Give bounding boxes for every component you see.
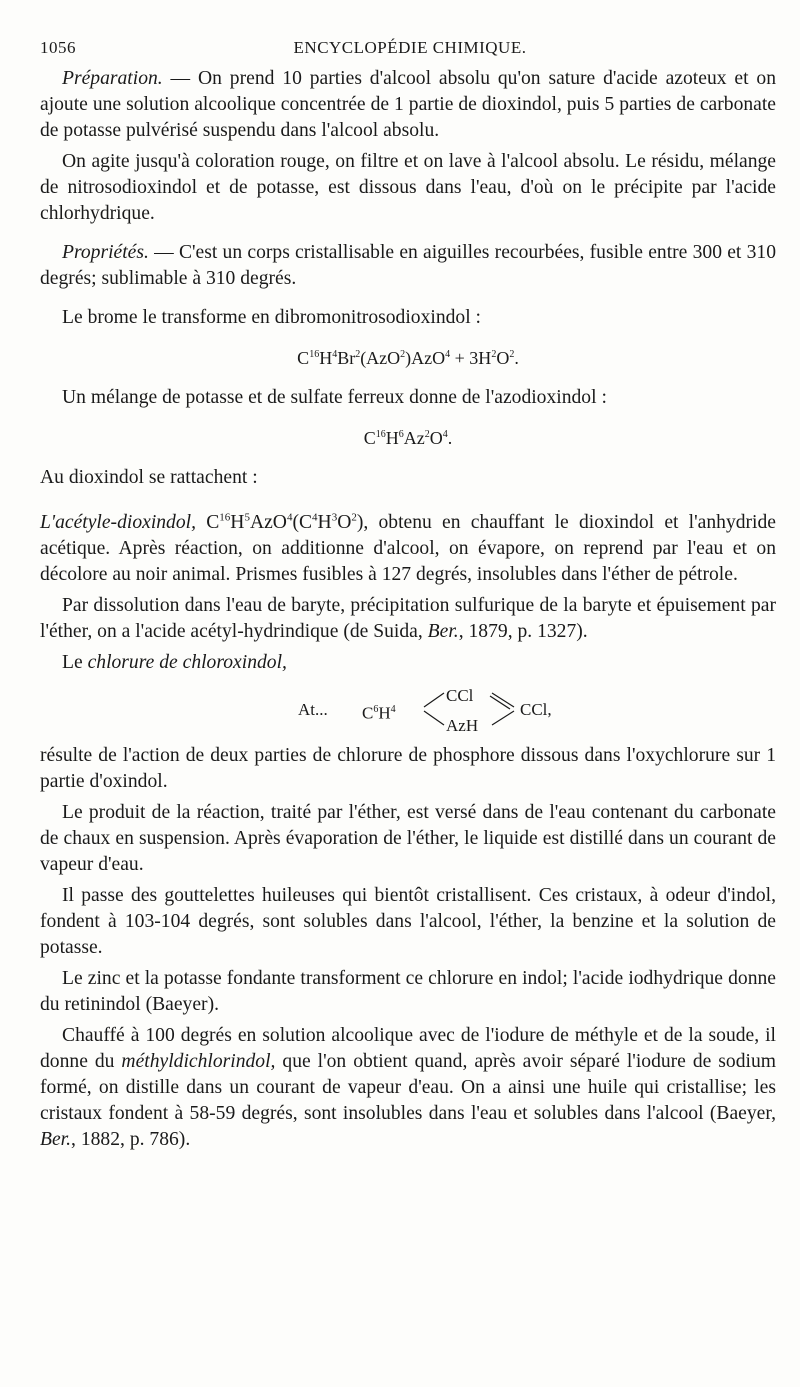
proprietes-text: — C'est un corps cristallisable en aiguilles recourbées, fusible entre 300 et 310 degrés; sublimable à 310 degrés. <box>40 242 776 289</box>
paragraph-acetyle: L'acétyle-dioxindol, $C^{16}H^5AzO^4(C^4H^3O^2)$, obtenu en chauffant le dioxindol et l'anhydride acétique. Après réaction, on additionne d'alcool, on évapore, on reprend par l'eau et on décolore au noir animal. Prismes fusibles à 127 degrés, insolubles dans l'éther de pétrole. <box>40 511 776 585</box>
paragraph-produit: Le produit de la réaction, traité par l'éther, est versé dans de l'eau contenant du carbonate de chaux en suspension. Après évaporation de l'éther, le liquide est distillé dans un courant de vapeur d'eau. <box>40 802 776 875</box>
paragraph-chlorure: Le chlorure de chloroxindol, <box>62 652 287 673</box>
running-title: ENCYCLOPÉDIE CHIMIQUE. <box>293 38 527 57</box>
structure-ccl-top: CCl <box>446 686 474 705</box>
reference-ber-2: Ber. <box>40 1129 72 1150</box>
paragraph-preparation <box>40 66 776 144</box>
paragraph-agite: On agite jusqu'à coloration rouge, on filtre et on lave à l'alcool absolu. Le résidu, mélange de nitrosodioxindol et de potasse, est dissous dans l'eau, d'où on le précipite par l'acide chlorhydrique. <box>40 151 776 224</box>
paragraph-rattachent: Au dioxindol se rattachent : <box>40 467 258 488</box>
formula-azodioxindol: $C^{16}H^6Az^2O^4$. <box>363 428 453 448</box>
structure-ccl-right: CCl, <box>520 700 552 719</box>
structure-c6h4: $C^6H^4$ <box>362 703 396 723</box>
acetyle-text: ), obtenu en chauffant le dioxindol et l'anhydride acétique. Après réaction, on additionne d'alcool, on évapore, on reprend par l'eau et on décolore au noir animal. Prismes fusibles à 127 degrés, insolubles dans l'éther de pétrole. <box>40 512 776 585</box>
page-body <box>40 66 776 1158</box>
paragraph-zinc: Le zinc et la potasse fondante transforment ce chlorure en indol; l'acide iodhydrique donne du retinindol (Baeyer). <box>40 968 776 1015</box>
paragraph-melange: Un mélange de potasse et de sulfate ferreux donne de l'azodioxindol : <box>62 387 607 408</box>
paragraph-passe: Il passe des gouttelettes huileuses qui bientôt cristallisent. Ces cristaux, à odeur d'indol, fondent à 103-104 degrés, sont solubles dans l'alcool, l'éther, la benzine et la solution de potasse. <box>40 885 776 958</box>
paragraph-brome: Le brome le transforme en dibromonitrosodioxindol : <box>62 307 481 328</box>
paragraph-chauffe: Chauffé à 100 degrés en solution alcoolique avec de l'iodure de méthyle et de la soude, il donne du méthyldichlorindol, que l'on obtient quand, après avoir séparé l'iodure de sodium formé, on distille dans un courant de vapeur d'eau. On a ainsi une huile qui cristallise; les cristaux fondent à 58-59 degrés, sont insolubles dans l'eau et solubles dans l'alcool (Baeyer, Ber., 1882, p. 786). <box>40 1025 777 1150</box>
structural-formula <box>40 681 776 735</box>
compound-acetyle-dioxindol: L'acétyle-dioxindol, <box>40 512 196 533</box>
page-number: 1056 <box>40 38 76 57</box>
heading-proprietes: Propriétés. <box>62 242 149 263</box>
page-header <box>40 38 780 60</box>
structure-at: At... <box>298 700 328 719</box>
reference-ber: Ber. <box>427 621 459 642</box>
paragraph-resulte: résulte de l'action de deux parties de chlorure de phosphore dissous dans l'oxychlorure sur 1 partie d'oxindol. <box>40 745 776 792</box>
paragraph-dissolution: Par dissolution dans l'eau de baryte, précipitation sulfurique de la baryte et épuisement par l'éther, on a l'acide acétyl-hydrindique (de Suida, Ber., 1879, p. 1327). <box>40 595 776 642</box>
heading-preparation: Préparation. <box>62 68 163 89</box>
structure-azh: AzH <box>446 716 479 735</box>
paragraph-proprietes <box>40 240 776 292</box>
compound-chlorure-de-chloroxindol: chlorure de chloroxindol, <box>87 652 287 673</box>
formula-dibromo: $C^{16}H^4Br^2(AzO^2)AzO^4 + 3H^2O^2$. <box>297 348 519 368</box>
preparation-text: — On prend 10 parties d'alcool absolu qu'on sature d'acide azoteux et on ajoute une solution alcoolique concentrée de 1 partie de dioxindol, puis 5 parties de carbonate de potasse pulvérisé suspendu dans l'alcool absolu. <box>40 68 776 141</box>
compound-methyldichlorindol: méthyldichlorindol, <box>121 1051 276 1072</box>
